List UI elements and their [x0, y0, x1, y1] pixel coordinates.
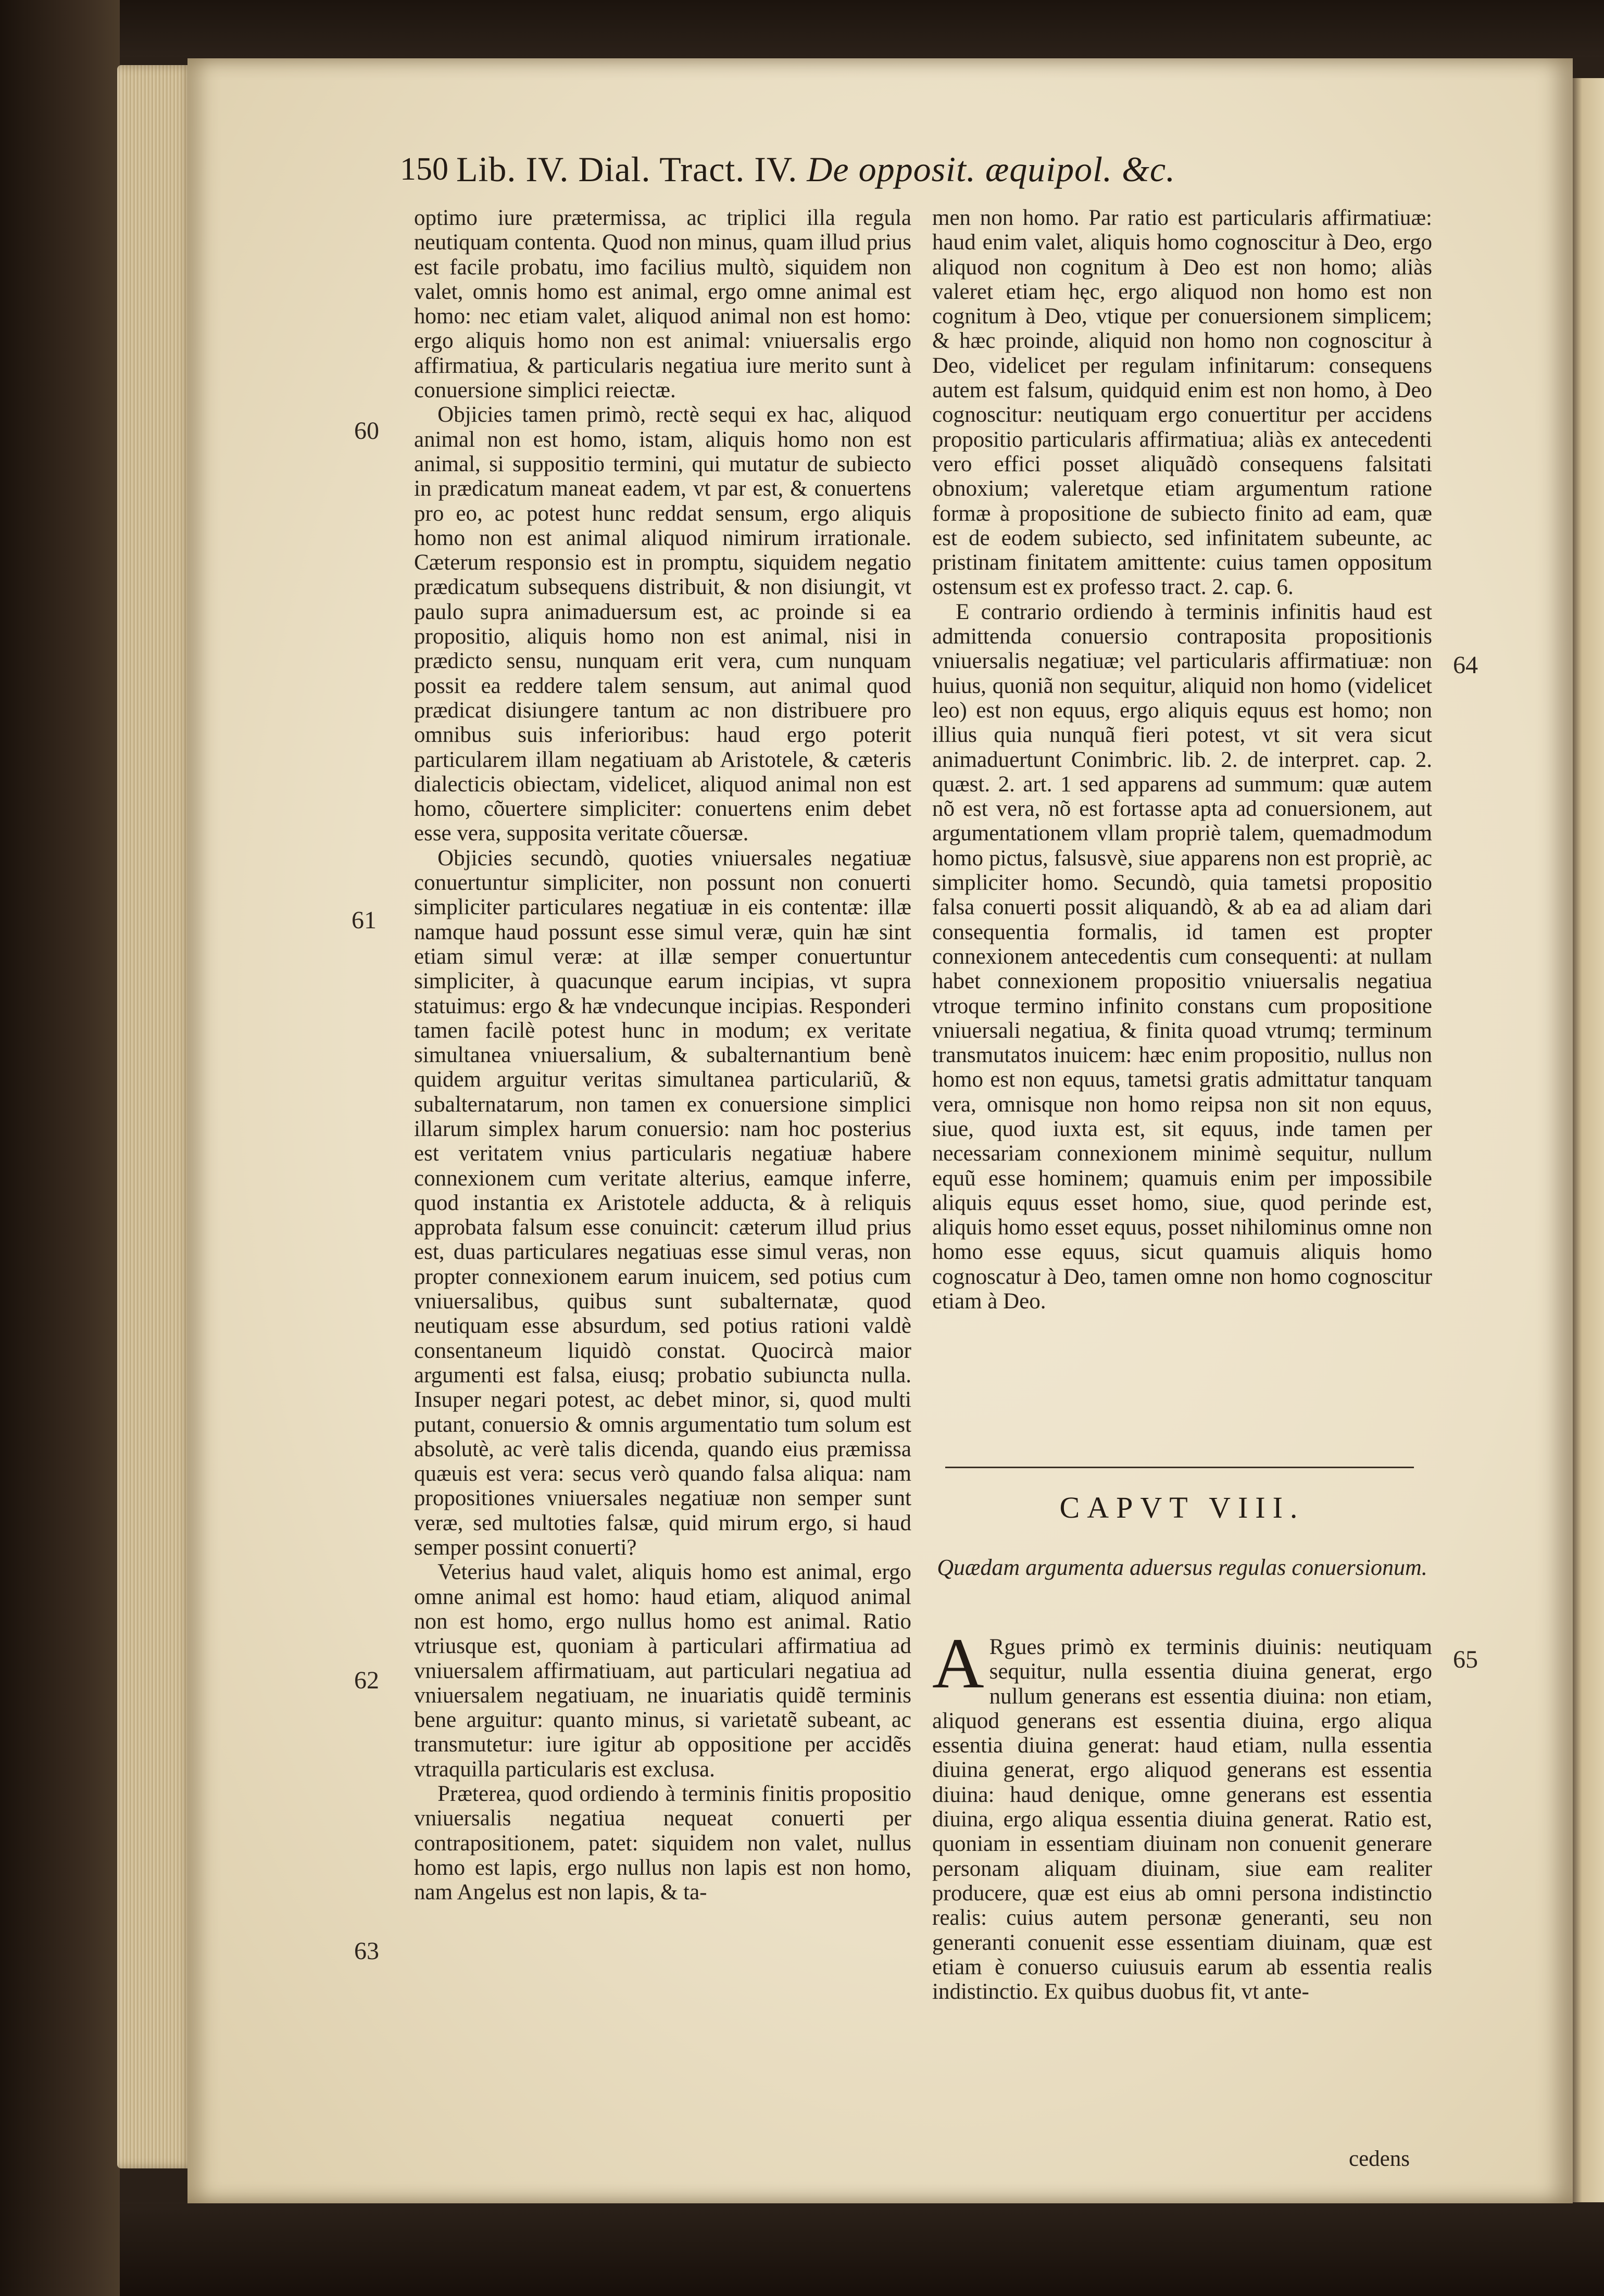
margin-number-60: 60 [354, 417, 379, 445]
running-head-roman: Lib. IV. Dial. Tract. IV. [456, 149, 798, 189]
page-number: 150 [400, 152, 448, 187]
margin-number-65: 65 [1453, 1646, 1478, 1673]
catchword: cedens [1349, 2147, 1410, 2171]
left-paragraph-1: optimo iure prætermissa, ac triplici illa regula neutiquam contenta. Quod non minus, quam illud prius est facile probatu, imo facilius multò, siquidem non valet, omnis homo est animal, ergo omne animal est homo: nec etiam valet, aliquod animal non est homo: ergo aliquis homo non est animal: vniuersalis ergo affirmatiua, & particularis negatiua iure merito sunt à conuersione simplici reiectæ. [414, 206, 911, 403]
page-block-edge [117, 65, 195, 2168]
left-paragraph-3: Objicies secundò, quoties vniuersales negatiuæ conuertuntur simpliciter, non possunt non conuerti simpliciter particulares negatiuæ in eis contentæ: illæ namque haud possunt esse simul veræ, quin hæ sint etiam simul veræ: at illæ semper conuertuntur simpliciter, à quacunque earum incipias, vt supra statuimus: ergo & hæ vndecunque incipias. Responderi tamen facilè potest hunc in modum; ex veritate simultanea vniuersalium, & subalternantium benè quidem arguitur veritas simultanea particulariũ, & subalternatarum, non tamen ex conuersione simplici illarum simplex harum conuersio: nam hoc posterius est veritatem vnius particularis negatiuæ habere connexionem cum veritate alterius, eamque inferre, quod instantia ex Aristotele adducta, & à reliquis approbata falsum esse conuincit: cæterum illud prius est, duas particulares negatiuas esse simul veras, non propter connexionem earum inuicem, sed potius cum vniuersalibus, quibus sunt subalternatæ, quod neutiquam esse absurdum, sed potius rationi valdè consentaneum liquidò constat. Quocircà maior argumenti est falsa, eiusq; probatio subiuncta nulla. Insuper negari potest, ac debet minor, si, quod multi putant, conuersio & omnis argumentatio tum solum est absolutè, ac verè talis dicenda, quando eius præmissa quæuis est vera: secus verò quando falsa aliqua: nam propositiones vniuersales negatiuæ non semper sunt veræ, sed multoties falsæ, quid mirum ergo, si haud semper possint conuerti? [414, 846, 911, 1560]
left-column [414, 206, 911, 1904]
left-paragraph-5: Præterea, quod ordiendo à terminis finitis propositio vniuersalis negatiua nequeat conuerti per contrapositionem, patet: siquidem non valet, nullus homo est lapis, ergo nullus non lapis est non homo, nam Angelus est non lapis, & ta- [414, 1782, 911, 1905]
chapter-subtitle: Quædam argumenta aduersus regulas conuersionum. [937, 1555, 1427, 1580]
page-header [400, 151, 1421, 208]
running-head-italic: De opposit. æquipol. &c. [807, 149, 1176, 189]
running-head [456, 149, 1175, 190]
drop-capital: A [932, 1623, 984, 1703]
chapter-rule [945, 1467, 1414, 1468]
chapter-paragraph-text: Rgues primò ex terminis diuinis: neutiquam sequitur, nulla essentia diuina generat, ergo nullum generans est essentia diuina: non etiam, aliquod generans est essentia diuina, ergo aliqua essentia diuina generat: haud etiam, nulla essentia diuina generat, ergo aliquod generans est essentia diuina: haud denique, omne generans est essentia diuina, ergo aliqua essentia diuina generat. Ratio est, quoniam in essentiam diuinam non conuenit generare personam aliquam diuinam, siue eam realiter producere, quæ est eius ab omni persona indistinctio realis: cuius autem personæ generanti, seu non generanti conuenit esse essentiam diuinam, quæ est etiam è conuerso cuiusuis earum ab essentia realis indistinctio. Ex quibus duobus fit, vt ante- [932, 1635, 1432, 2004]
chapter-paragraph [932, 1623, 1432, 2004]
margin-number-64: 64 [1453, 651, 1478, 679]
margin-number-61: 61 [352, 906, 377, 934]
margin-number-63: 63 [354, 1937, 379, 1965]
right-paragraph-1: men non homo. Par ratio est particularis affirmatiuæ: haud enim valet, aliquis homo cognoscitur à Deo, ergo aliquod non cognitum à Deo est non homo; aliàs valeret etiam hęc, ergo aliquod non homo est non cognitum à Deo, vtique per conuersionem simplicem; & hæc proinde, aliquid non homo non cognoscitur à Deo, videlicet per regulam infinitarum: consequens autem est falsum, quidquid enim est non homo, à Deo cognoscitur: neutiquam ergo conuertitur per accidens propositio particularis affirmatiua; aliàs ex antecedenti vero effici posset aliquãdò consequens falsitati obnoxium; valeretque etiam argumentum ratione formæ à propositione de subiecto finito ad eam, quæ est de eodem subiecto, sed infinitatem subeunte, ac pristinam finitatem amittente: cuius tamen oppositum ostensum est ex professo tract. 2. cap. 6. [932, 206, 1432, 600]
left-paragraph-2: Objicies tamen primò, rectè sequi ex hac, aliquod animal non est homo, istam, aliquis homo non est animal, si suppositio termini, qui mutatur de subiecto in prædicatum maneat eadem, vt par est, & conuertens pro eo, ac potest hunc reddat sensum, ergo aliquis homo non est animal aliquod nimirum irrationale. Cæterum responsio est in promptu, siquidem negatio prædicatum subsequens distribuit, & non disiungit, vt paulo supra animaduersum est, ac proinde si ea propositio, aliquis homo non est animal, nisi in prædicto sensu, nunquam erit vera, cum nunquam possit ea reddere talem sensum, aut animal quod prædicat disiungere tantum ac non distribuere pro omnibus suis inferioribus: haud ergo poterit particularem illam negatiuam ab Aristotele, & cæteris dialecticis obiectam, videlicet, aliquod animal non est homo, cõuertere simpliciter: conuertens enim debet esse vera, supposita veritate cõuersæ. [414, 402, 911, 846]
facing-page-edge [1568, 78, 1604, 2202]
right-column [932, 206, 1432, 1314]
binding-edge [0, 0, 120, 2296]
chapter-body [932, 1623, 1432, 2004]
margin-number-62: 62 [354, 1667, 379, 1694]
top-shadow [0, 0, 1604, 57]
left-paragraph-4: Veterius haud valet, aliquis homo est animal, ergo omne animal est homo: haud etiam, aliquod animal non est homo, ergo nullus homo est animal. Ratio vtriusque est, quoniam à particulari affirmatiua ad vniuersalem affirmatiuam, aut particulari negatiua ad vniuersalem negatiuam, ne inuariatis quidẽ terminis bene arguitur: quanto minus, si varietatẽ subeant, ac transmutetur: iure igitur ab oppositione per accidẽs vtraquilla particularis est exclusa. [414, 1560, 911, 1782]
bottom-shadow [0, 2202, 1604, 2296]
chapter-title: CAPVT VIII. [1059, 1491, 1305, 1524]
right-paragraph-2: E contrario ordiendo à terminis infinitis haud est admittenda conuersio contraposita propositionis vniuersalis negatiuæ; vel particularis affirmatiuæ: non huius, quoniã non sequitur, aliquid non homo (videlicet leo) est non equus, ergo aliquis equus est homo; non illius quia nunquã fieri potest, vt sit vera sicut animaduertunt Conimbric. lib. 2. de interpret. cap. 2. quæst. 2. art. 1 sed apparens ad summum: quæ autem nõ est vera, nõ est fortasse apta ad conuersionem, aut argumentationem vllam propriè talem, quemadmodum homo pictus, falsusvè, siue apparens non est propriè, ac simpliciter homo. Secundò, quia tametsi propositio falsa conuerti possit aliquandò, & ab ea ad aliam dari consequentia formalis, id tamen est propter connexionem antecedentis cum consequenti: at nullam habet connexionem propositio vniuersalis negatiua vtroque termino infinito constans cum propositione vniuersali negatiua, & finita quoad vtrumq; terminum transmutatos inuicem: hæc enim propositio, nullus non homo est non equus, tametsi gratis admittatur tanquam vera, omnisque non homo reipsa non sit non equus, siue, quod iuxta est, sit equus, inde tamen per necessariam connexionem minimè sequitur, nullum equũ esse hominem; quamuis enim per impossibile aliquis equus esset homo, siue, quod perinde est, aliquis homo esset equus, posset nihilominus omne non homo esse equus, sicut quamuis aliquis homo cognoscatur à Deo, tamen omne non homo cognoscitur etiam à Deo. [932, 599, 1432, 1314]
